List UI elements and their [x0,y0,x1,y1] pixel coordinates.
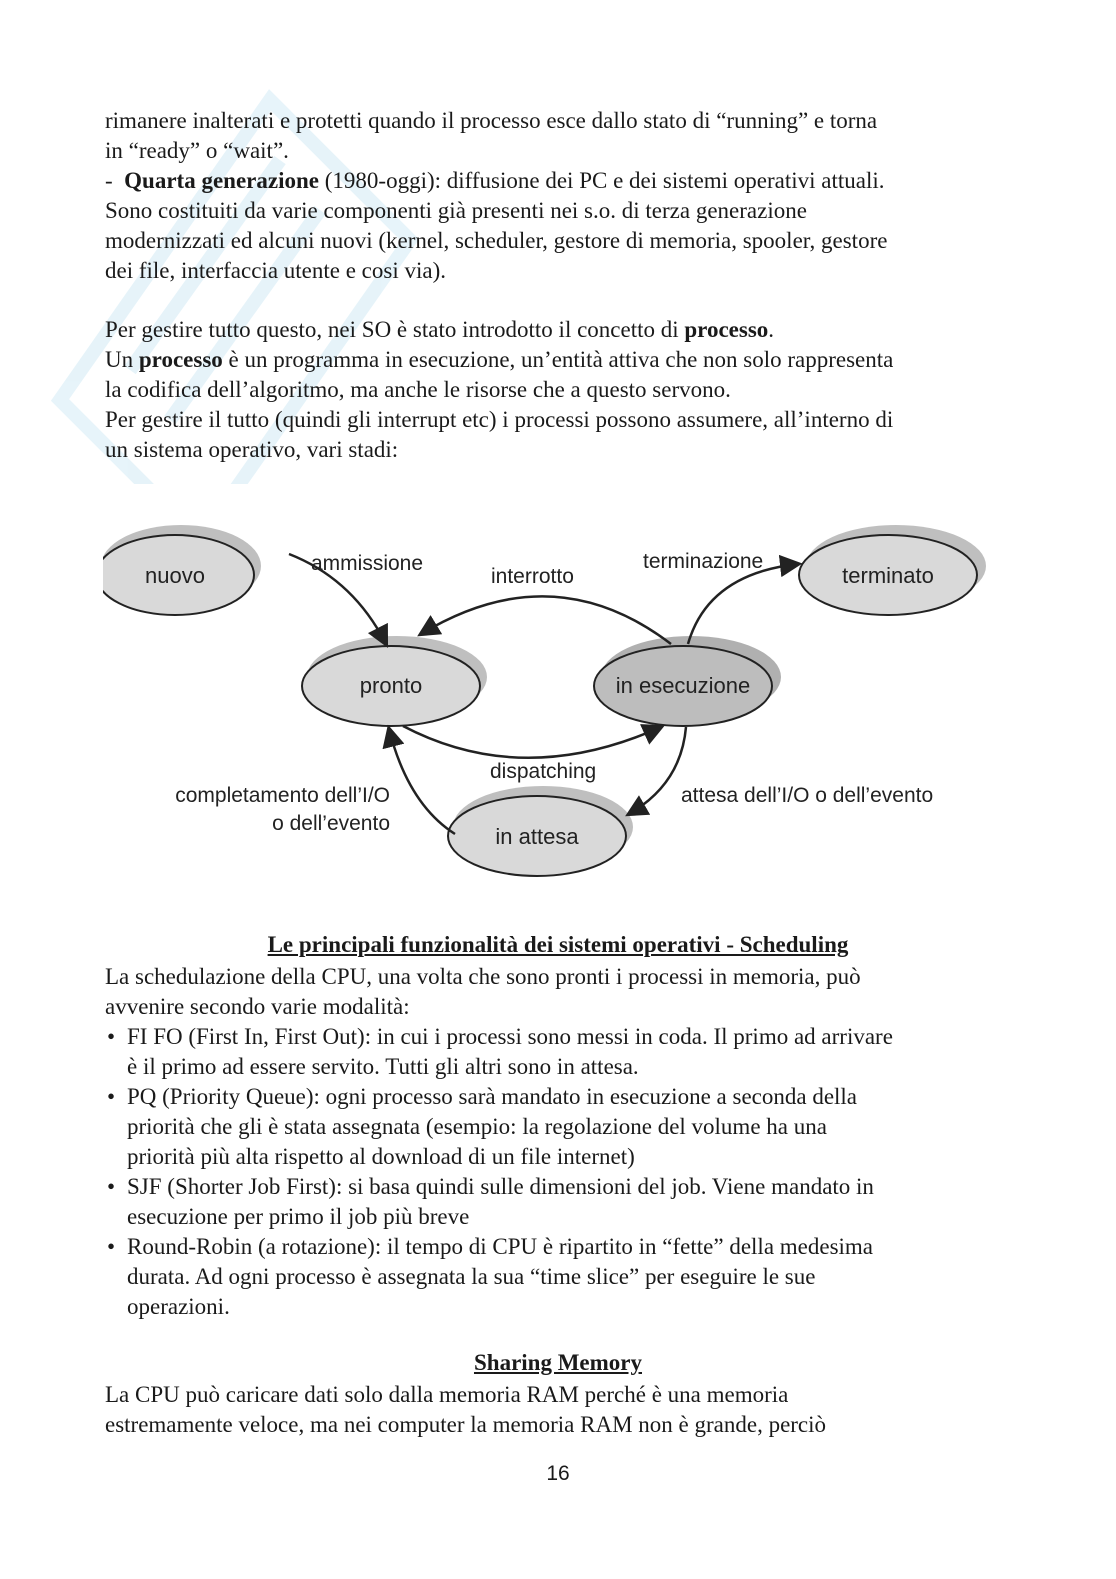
state-label: in attesa [495,824,579,849]
process-intro-line [105,315,1005,345]
state-label: nuovo [145,563,205,588]
process-definition-line [105,345,1005,375]
fourth-generation-label: Quarta generazione [124,168,319,193]
memory-line: estremamente veloce, ma nei computer la memoria RAM non è grande, perciò [105,1412,827,1437]
list-item-sjf [105,1172,1005,1232]
list-item-line: • Round-Robin (a rotazione): il tempo di CPU è ripartito in “fette” della medesima [127,1234,874,1259]
list-item-line: durata. Ad ogni processo è assegnata la sua “time slice” per eseguire le sue [127,1264,816,1289]
scheduling-intro-line: La schedulazione della CPU, una volta che sono pronti i processi in memoria, può [105,964,861,989]
intro-line: modernizzati ed alcuni nuovi (kernel, scheduler, gestore di memoria, spooler, gestore [105,228,888,253]
state-label: in esecuzione [615,673,751,698]
text-span: . [768,317,775,342]
label-completamento: completamento dell’I/O [175,784,390,807]
state-nuovo [103,525,261,615]
label-terminazione: terminazione [643,550,764,573]
state-in-esecuzione [594,636,781,726]
process-paragraph [105,315,1005,465]
process-definition-line: la codifica dell’algoritmo, ma anche le risorse che a questo servono. [105,377,731,402]
arrow-attesa-io [629,727,686,814]
state-label: pronto [359,673,423,698]
label-ammissione: ammissione [311,552,424,575]
arrow-interrotto [421,596,671,644]
list-item-fifo [105,1022,1005,1082]
scheduling-section [105,962,1005,1322]
intro-line: Sono costituiti da varie componenti già presenti nei s.o. di terza generazione [105,198,807,223]
state-label: terminato [842,563,934,588]
text-span: è un programma in esecuzione, un’entità attiva che non solo rappresenta [222,347,894,372]
label-interrotto: interrotto [491,565,574,588]
fourth-generation-text: (1980-oggi): diffusione dei PC e dei sistemi operativi attuali. [319,168,885,193]
memory-line: La CPU può caricare dati solo dalla memoria RAM perché è una memoria [105,1382,789,1407]
list-item-line: è il primo ad essere servito. Tutti gli altri sono in attesa. [127,1054,639,1079]
scheduling-modes-list [105,1022,1005,1322]
state-in-attesa [448,786,633,876]
scheduling-intro-line: avvenire secondo varie modalità: [105,994,410,1019]
process-states-line: un sistema operativo, vari stadi: [105,437,399,462]
page-number: 16 [546,1462,570,1485]
state-pronto [302,636,487,726]
section-title-scheduling: Le principali funzionalità dei sistemi operativi - Scheduling [267,932,849,957]
arrow-dispatching [403,726,661,758]
list-item-line: priorità che gli è stata assegnata (esempio: la regolazione del volume ha una [127,1114,827,1139]
text-span: Un [105,347,139,372]
intro-line: rimanere inalterati e protetti quando il processo esce dallo stato di “running” e torna [105,108,878,133]
state-terminato [799,525,986,615]
intro-line: dei file, interfaccia utente e cosi via). [105,258,446,283]
intro-line: in “ready” o “wait”. [105,138,289,163]
list-item-line: • PQ (Priority Queue): ogni processo sarà mandato in esecuzione a seconda della [127,1084,858,1109]
arrow-terminazione [688,564,798,644]
label-dispatching: dispatching [490,760,597,783]
list-item-line: • FI FO (First In, First Out): in cui i processi sono messi in coda. Il primo ad arrivare [127,1024,893,1049]
list-item-pq [105,1082,1005,1172]
list-item-round-robin [105,1232,1005,1322]
process-states-line: Per gestire il tutto (quindi gli interrupt etc) i processi possono assumere, all’interno di [105,407,894,432]
section-title-sharing-memory: Sharing Memory [473,1350,642,1375]
list-item-line: operazioni. [127,1294,230,1319]
process-state-diagram [103,484,1000,896]
intro-paragraph [105,106,1005,286]
dash: - [105,168,113,193]
list-item-line: esecuzione per primo il job più breve [127,1204,470,1229]
list-item-line: priorità più alta rispetto al download di un file internet) [127,1144,635,1169]
sharing-memory-paragraph [105,1380,1005,1440]
text-span: Per gestire tutto questo, nei SO è stato introdotto il concetto di [105,317,685,342]
process-term: processo [684,317,769,342]
label-attesa-io: attesa dell’I/O o dell’evento [681,784,934,807]
fourth-generation-line [105,166,1005,196]
list-item-line: • SJF (Shorter Job First): si basa quindi sulle dimensioni del job. Viene mandato in [127,1174,874,1199]
label-completamento: o dell’evento [272,812,390,835]
process-term: processo [138,347,223,372]
